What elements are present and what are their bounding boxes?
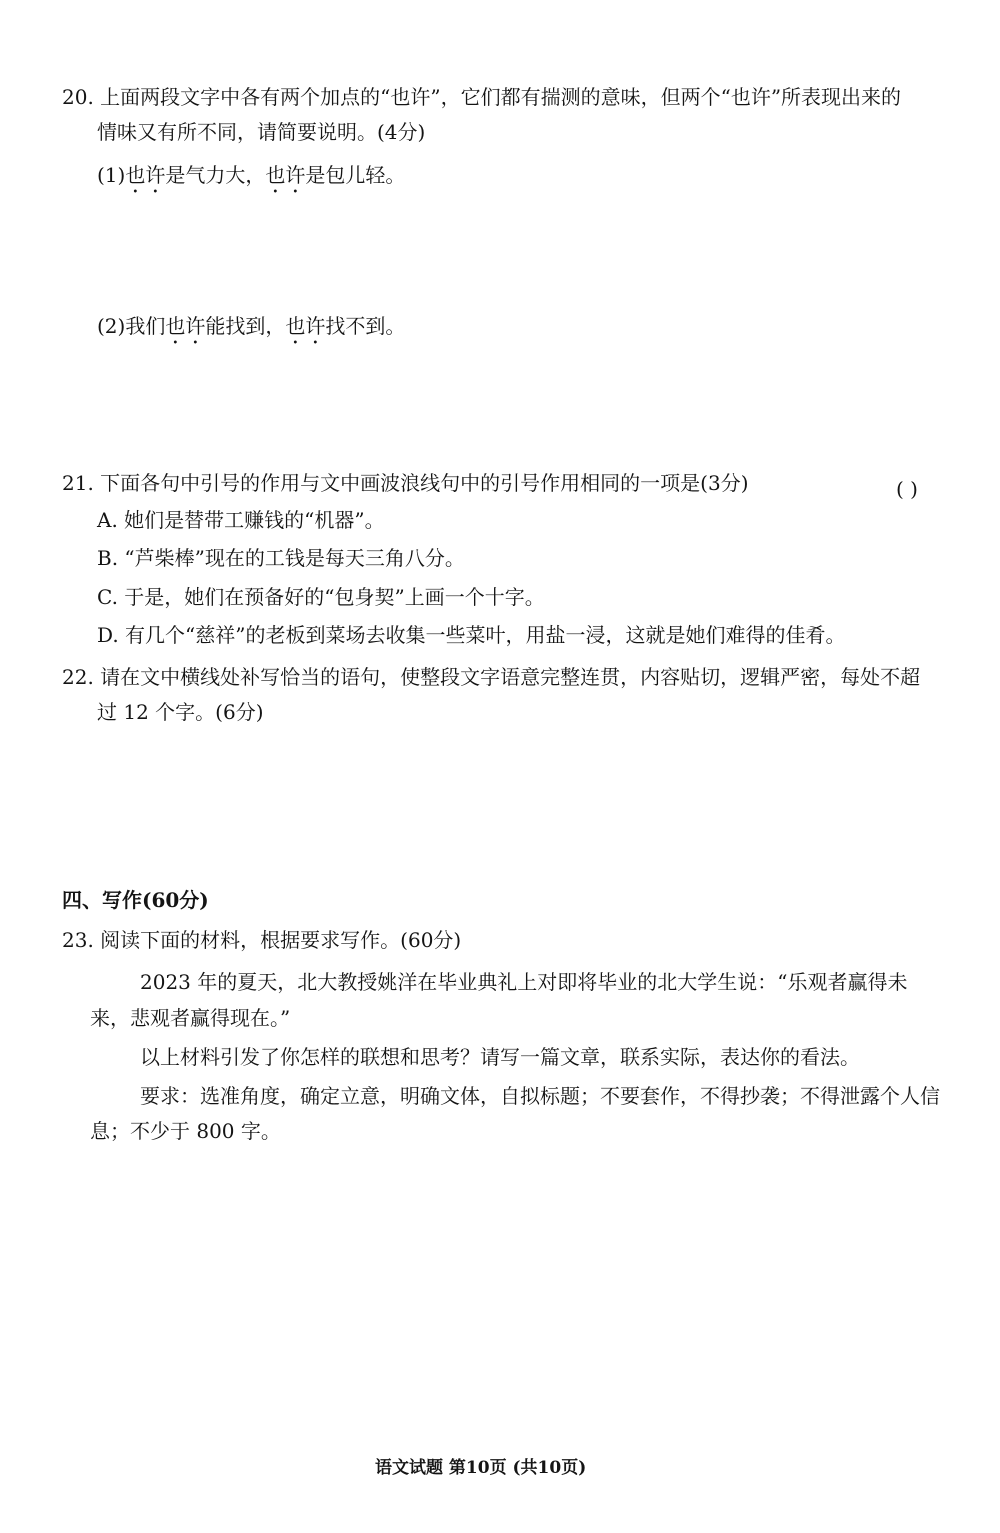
- q23-prompt: 以上材料引发了你怎样的联想和思考？请写一篇文章，联系实际，表达你的看法。: [140, 1045, 860, 1069]
- q20-sentence-1: [97, 162, 405, 198]
- q23-requirements-line1: 要求：选准角度，确定立意，明确文体，自拟标题；不要套作，不得抄袭；不得泄露个人信: [140, 1084, 940, 1108]
- q20-stem-line1: 20. 上面两段文字中各有两个加点的“也许”，它们都有揣测的意味，但两个“也许”所表现出来的: [62, 85, 902, 109]
- page-footer: 语文试题 第10页 (共10页): [375, 1458, 587, 1478]
- q23-material-line1: 2023 年的夏天，北大教授姚洋在毕业典礼上对即将毕业的北大学生说：“乐观者赢得未: [140, 970, 908, 994]
- q21-option-c: C. 于是，她们在预备好的“包身契”上画一个十字。: [97, 585, 545, 609]
- section-heading-writing: 四、写作(60分): [62, 888, 209, 912]
- q21-answer-paren: ( ): [896, 477, 918, 501]
- q23-material-line2: 来，悲观者赢得现在。”: [90, 1006, 291, 1030]
- s1-pre: (1): [97, 163, 126, 187]
- s1-post: 是包儿轻。: [305, 163, 406, 187]
- s1-dotted-a: 也许: [125, 163, 166, 187]
- s2-dotted-a: 也许: [165, 314, 206, 338]
- q20-sentence-2: [97, 313, 405, 349]
- q23-requirements-line2: 息；不少于 800 字。: [90, 1119, 281, 1143]
- q21-option-b: B. “芦柴棒”现在的工钱是每天三角八分。: [97, 546, 465, 570]
- s2-post: 找不到。: [325, 314, 406, 338]
- s2-mid: 能找到，: [205, 314, 286, 338]
- s2-dotted-b: 也许: [285, 314, 326, 338]
- s1-dotted-b: 也许: [265, 163, 306, 187]
- q21-option-a: A. 她们是替带工赚钱的“机器”。: [97, 508, 385, 532]
- q22-stem-line1: 22. 请在文中横线处补写恰当的语句，使整段文字语意完整连贯，内容贴切，逻辑严密，每处不超: [62, 665, 921, 689]
- s1-mid: 是气力大，: [165, 163, 266, 187]
- s2-pre: (2)我们: [97, 314, 166, 338]
- q23-stem: 23. 阅读下面的材料，根据要求写作。(60分): [62, 928, 462, 952]
- q22-stem-line2: 过 12 个字。(6分): [97, 700, 264, 724]
- q21-stem: 21. 下面各句中引号的作用与文中画波浪线句中的引号作用相同的一项是(3分): [62, 471, 749, 495]
- q21-option-d: D. 有几个“慈祥”的老板到菜场去收集一些菜叶，用盐一浸，这就是她们难得的佳肴。: [97, 623, 846, 647]
- q20-stem-line2: 情味又有所不同，请简要说明。(4分): [97, 120, 426, 144]
